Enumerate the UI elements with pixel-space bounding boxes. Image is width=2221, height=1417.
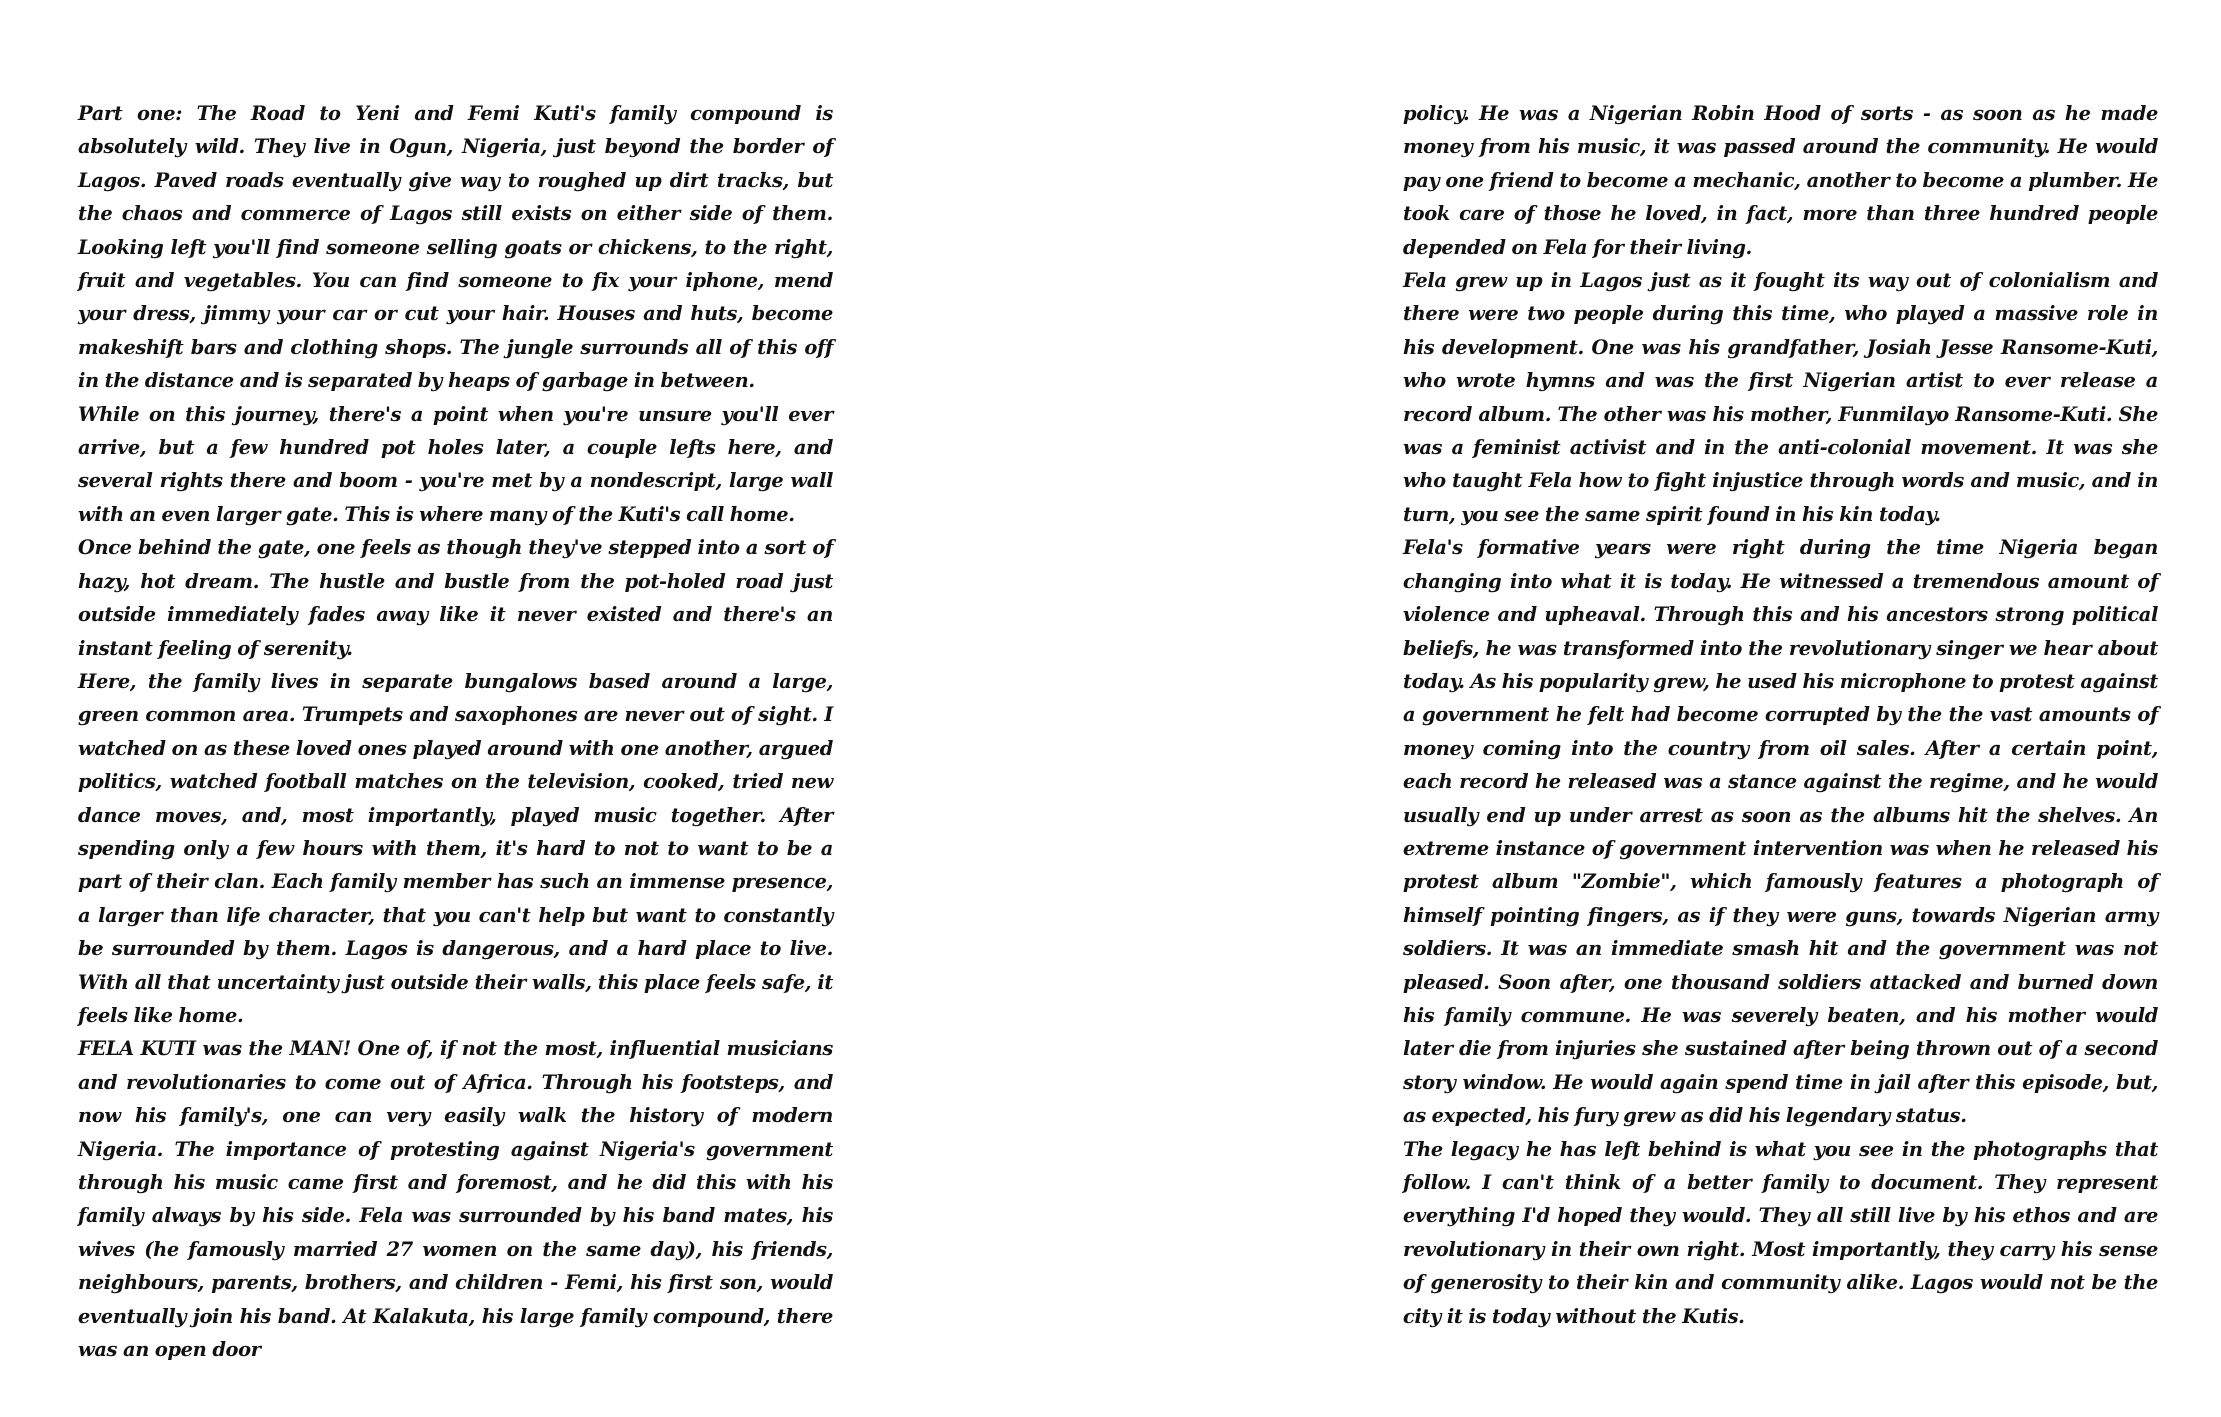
right-paragraph-1: policy. He was a Nigerian Robin Hood of sorts - as soon as he made money from his music, it was passed around the community. He would pay one friend to become a mechanic, another to become a plumber. He took care of those he loved, in fact, more than three hundred people depended on Fela for their living.: [1403, 102, 2158, 259]
left-paragraph-3: Once behind the gate, one feels as though they've stepped into a sort of hazy, hot dream. The hustle and bustle from the pot-holed road just outside immediately fades away like it never existed and there's an instant feeling of serenity.: [78, 536, 833, 660]
right-paragraph-2: Fela grew up in Lagos just as it fought its way out of colonialism and there were two people during this time, who played a massive role in his development. One was his grandfather, Josiah Jesse Ransome-Kuti, who wrote hymns and was the first Nigerian artist to ever release a record album. The other was his mother, Funmilayo Ransome-Kuti. She was a feminist activist and in the anti-colonial movement. It was she who taught Fela how to fight injustice through words and music, and in turn, you see the same spirit found in his kin today.: [1403, 269, 2158, 526]
right-paragraph-4: The legacy he has left behind is what you see in the photographs that follow. I can't think of a better family to document. They represent everything I'd hoped they would. They all still live by his ethos and are revolutionary in their own right. Most importantly, they carry his sense of generosity to their kin and community alike. Lagos would not be the city it is today without the Kutis.: [1403, 1137, 2158, 1328]
left-paragraph-5: FELA KUTI was the MAN! One of, if not the most, influential musicians and revolutionaries to come out of Africa. Through his footsteps, and now his family's, one can very easily walk the history of modern Nigeria. The importance of protesting against Nigeria's government through his music came first and foremost, and he did this with his family always by his side. Fela was surrounded by his band mates, his wives (he famously married 27 women on the same day), his friends, neighbours, parents, brothers, and children - Femi, his first son, would eventually join his band. At Kalakuta, his large family compound, there was an open door: [78, 1037, 833, 1362]
right-page-text: [1403, 97, 2158, 1333]
left-paragraph-2: While on this journey, there's a point when you're unsure you'll ever arrive, but a few hundred pot holes later, a couple lefts here, and several rights there and boom - you're met by a nondescript, large wall with an even larger gate. This is where many of the Kuti's call home.: [78, 402, 833, 526]
right-paragraph-3: Fela's formative years were right during the time Nigeria began changing into what it is today. He witnessed a tremendous amount of violence and upheaval. Through this and his ancestors strong political beliefs, he was transformed into the revolutionary singer we hear about today. As his popularity grew, he used his microphone to protest against a government he felt had become corrupted by the the vast amounts of money coming into the country from oil sales. After a certain point, each record he released was a stance against the regime, and he would usually end up under arrest as soon as the albums hit the shelves. An extreme instance of government intervention was when he released his protest album "Zombie", which famously features a photograph of himself pointing fingers, as if they were guns, towards Nigerian army soldiers. It was an immediate smash hit and the government was not pleased. Soon after, one thousand soldiers attacked and burned down his family commune. He was severely beaten, and his mother would later die from injuries she sustained after being thrown out of a second story window. He would again spend time in jail after this episode, but, as expected, his fury grew as did his legendary status.: [1403, 536, 2158, 1128]
left-paragraph-4: Here, the family lives in separate bungalows based around a large, green common area. Trumpets and saxophones are never out of sight. I watched on as these loved ones played around with one another, argued politics, watched football matches on the television, cooked, tried new dance moves, and, most importantly, played music together. After spending only a few hours with them, it's hard to not to want to be a part of their clan. Each family member has such an immense presence, a larger than life character, that you can't help but want to constantly be surrounded by them. Lagos is dangerous, and a hard place to live. With all that uncertainty just outside their walls, this place feels safe, it feels like home.: [78, 669, 833, 1027]
left-page-text: [78, 97, 833, 1366]
left-paragraph-1: Part one: The Road to Yeni and Femi Kuti's family compound is absolutely wild. They live in Ogun, Nigeria, just beyond the border of Lagos. Paved roads eventually give way to roughed up dirt tracks, but the chaos and commerce of Lagos still exists on either side of them. Looking left you'll find someone selling goats or chickens, to the right, fruit and vegetables. You can find someone to fix your iphone, mend your dress, jimmy your car or cut your hair. Houses and huts, become makeshift bars and clothing shops. The jungle surrounds all of this off in the distance and is separated by heaps of garbage in between.: [78, 102, 833, 393]
